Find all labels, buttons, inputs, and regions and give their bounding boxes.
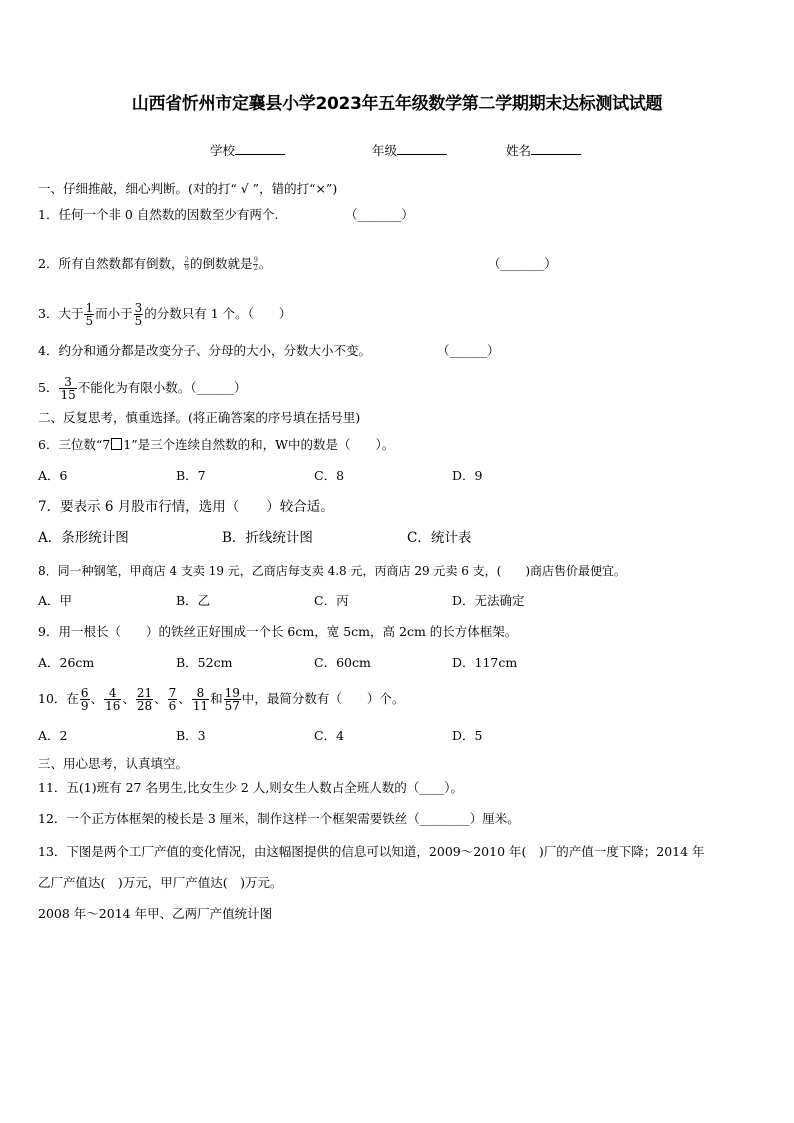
q10-f4-den: 6 — [168, 699, 177, 713]
section-3-heading: 三、用心思考，认真填空。 — [38, 756, 189, 771]
digit-box — [111, 438, 122, 450]
q3-f1-den: 5 — [85, 314, 94, 328]
q6-pre: 6．三位数“7 — [38, 437, 111, 452]
q2-answer-blank[interactable]: （_______） — [488, 256, 557, 271]
q10-sep: 、 — [122, 691, 135, 706]
q10-f3-num: 21 — [136, 686, 153, 700]
q2-f1-den: 9 — [184, 264, 189, 272]
page-title: 山西省忻州市定襄县小学2023年五年级数学第二学期期末达标测试试题 — [131, 94, 663, 114]
q6-option-d[interactable]: D．9 — [452, 468, 483, 483]
q10-post: 中，最简分数有（ ）个。 — [241, 691, 405, 706]
q5-post: 不能化为有限小数。（______） — [77, 380, 247, 395]
q10-f2-num: 4 — [108, 686, 117, 700]
q10-fraction-4 — [168, 687, 178, 712]
q9-option-c[interactable]: C．60cm — [314, 655, 371, 670]
q8-option-b[interactable]: B．乙 — [176, 593, 211, 608]
q7-option-a[interactable]: A．条形统计图 — [38, 530, 129, 546]
q6-option-b[interactable]: B．7 — [176, 468, 206, 483]
q10-sep: 、 — [154, 691, 167, 706]
q10-f1-num: 6 — [80, 686, 89, 700]
grade-field[interactable] — [372, 142, 447, 159]
name-field[interactable] — [506, 142, 581, 159]
name-label: 姓名 — [506, 143, 532, 158]
q3-f2-num: 3 — [134, 301, 143, 315]
q9-option-a[interactable]: A．26cm — [38, 655, 95, 670]
q10-option-c[interactable]: C．4 — [314, 728, 345, 743]
question-5 — [38, 371, 247, 405]
q10-f3-den: 28 — [136, 699, 153, 713]
question-12: 12．一个正方体框架的棱长是 3 厘米，制作这样一个框架需要铁丝（________）厘米。 — [38, 811, 520, 826]
q2-f1-num: 2 — [184, 256, 189, 264]
section-1-heading: 一、仔细推敲，细心判断。(对的打“ √ ”，错的打“×”) — [38, 181, 338, 196]
q6-option-c[interactable]: C．8 — [314, 468, 345, 483]
question-3 — [38, 297, 291, 331]
q3-f2-den: 5 — [134, 314, 143, 328]
q10-pre: 10．在 — [38, 691, 79, 706]
q10-f2-den: 16 — [105, 699, 121, 713]
q10-f4-num: 7 — [168, 686, 177, 700]
question-2 — [38, 255, 271, 273]
q2-fraction-1 — [184, 257, 188, 272]
school-label: 学校 — [210, 143, 236, 158]
q3-post: 的分数只有 1 个。（ ） — [144, 306, 292, 321]
q10-option-b[interactable]: B．3 — [176, 728, 206, 743]
q1-answer-blank[interactable]: （_______） — [345, 207, 414, 222]
school-blank[interactable] — [235, 142, 285, 155]
q4-answer-blank[interactable]: （______） — [437, 343, 500, 358]
q8-option-c[interactable]: C．丙 — [314, 593, 349, 608]
q10-sep: 、 — [90, 691, 104, 706]
q5-f-den: 15 — [60, 388, 76, 402]
school-field[interactable] — [210, 142, 285, 159]
section-2-heading: 二、反复思考，慎重选择。(将正确答案的序号填在括号里) — [38, 410, 361, 425]
question-7: 7．要表示 6 月股市行情，选用（ ）较合适。 — [38, 499, 334, 515]
q2-pre: 2．所有自然数都有倒数， — [38, 256, 184, 271]
question-8: 8．同一种钢笔，甲商店 4 支卖 19 元，乙商店每支卖 4.8 元，丙商店 29 元卖 6 支，( )商店售价最便宜。 — [38, 564, 627, 578]
grade-label: 年级 — [372, 143, 398, 158]
question-11: 11．五(1)班有 27 名男生,比女生少 2 人,则女生人数占全班人数的（____）。 — [38, 780, 464, 795]
chart-caption: 2008 年～2014 年甲、乙两厂产值统计图 — [38, 906, 273, 921]
q2-post: 。 — [258, 256, 272, 271]
q10-f6-num: 19 — [224, 686, 240, 700]
q2-f2-den: 2 — [253, 264, 258, 272]
q3-fraction-1 — [84, 302, 94, 327]
question-6 — [38, 437, 394, 453]
q10-f5-den: 11 — [192, 699, 209, 713]
q10-fraction-6 — [224, 687, 241, 712]
q3-pre: 3．大于 — [38, 306, 84, 321]
q5-f-num: 3 — [64, 375, 72, 389]
q3-fraction-2 — [134, 302, 144, 327]
question-13-line-2: 乙厂产值达( )万元，甲厂产值达( )万元。 — [38, 875, 283, 890]
question-1: 1．任何一个非 0 自然数的因数至少有两个. — [38, 207, 279, 222]
q9-option-d[interactable]: D．117cm — [452, 655, 518, 670]
q5-fraction — [59, 376, 76, 401]
q2-f2-num: 9 — [253, 256, 258, 264]
q8-option-d[interactable]: D．无法确定 — [452, 593, 525, 608]
q3-mid: 而小于 — [95, 306, 133, 321]
name-blank[interactable] — [531, 142, 581, 155]
q3-f1-num: 1 — [85, 301, 94, 315]
q2-fraction-2 — [253, 257, 257, 272]
q10-option-a[interactable]: A．2 — [38, 728, 68, 743]
q10-option-d[interactable]: D．5 — [452, 728, 483, 743]
q8-option-a[interactable]: A．甲 — [38, 593, 73, 608]
q7-option-c[interactable]: C．统计表 — [407, 530, 472, 546]
q6-post: 1”是三个连续自然数的和，W中的数是（ ）。 — [123, 437, 395, 452]
q10-sep: 、 — [178, 691, 191, 706]
q10-fraction-2 — [104, 687, 121, 712]
question-9: 9．用一根长（ ）的铁丝正好围成一个长 6cm，宽 5cm，高 2cm 的长方体框架。 — [38, 624, 518, 639]
q9-option-b[interactable]: B．52cm — [176, 655, 233, 670]
q10-fraction-3 — [136, 687, 153, 712]
q10-f1-den: 9 — [80, 699, 89, 713]
grade-blank[interactable] — [397, 142, 447, 155]
q7-option-b[interactable]: B．折线统计图 — [222, 530, 313, 546]
q10-fraction-5 — [192, 687, 209, 712]
q10-and: 和 — [210, 691, 223, 706]
question-4: 4．约分和通分都是改变分子、分母的大小，分数大小不变。 — [38, 343, 371, 358]
question-10 — [38, 682, 404, 716]
q10-fraction-1 — [80, 687, 90, 712]
q6-option-a[interactable]: A．6 — [38, 468, 68, 483]
q10-f5-num: 8 — [196, 686, 205, 700]
q2-mid: 的倒数就是 — [189, 256, 253, 271]
q10-f6-den: 57 — [224, 699, 240, 713]
q5-pre: 5． — [38, 380, 59, 395]
question-13-line-1: 13．下图是两个工厂产值的变化情况，由这幅图提供的信息可以知道，2009～2010 年( )厂的产值一度下降；2014 年 — [38, 844, 705, 859]
